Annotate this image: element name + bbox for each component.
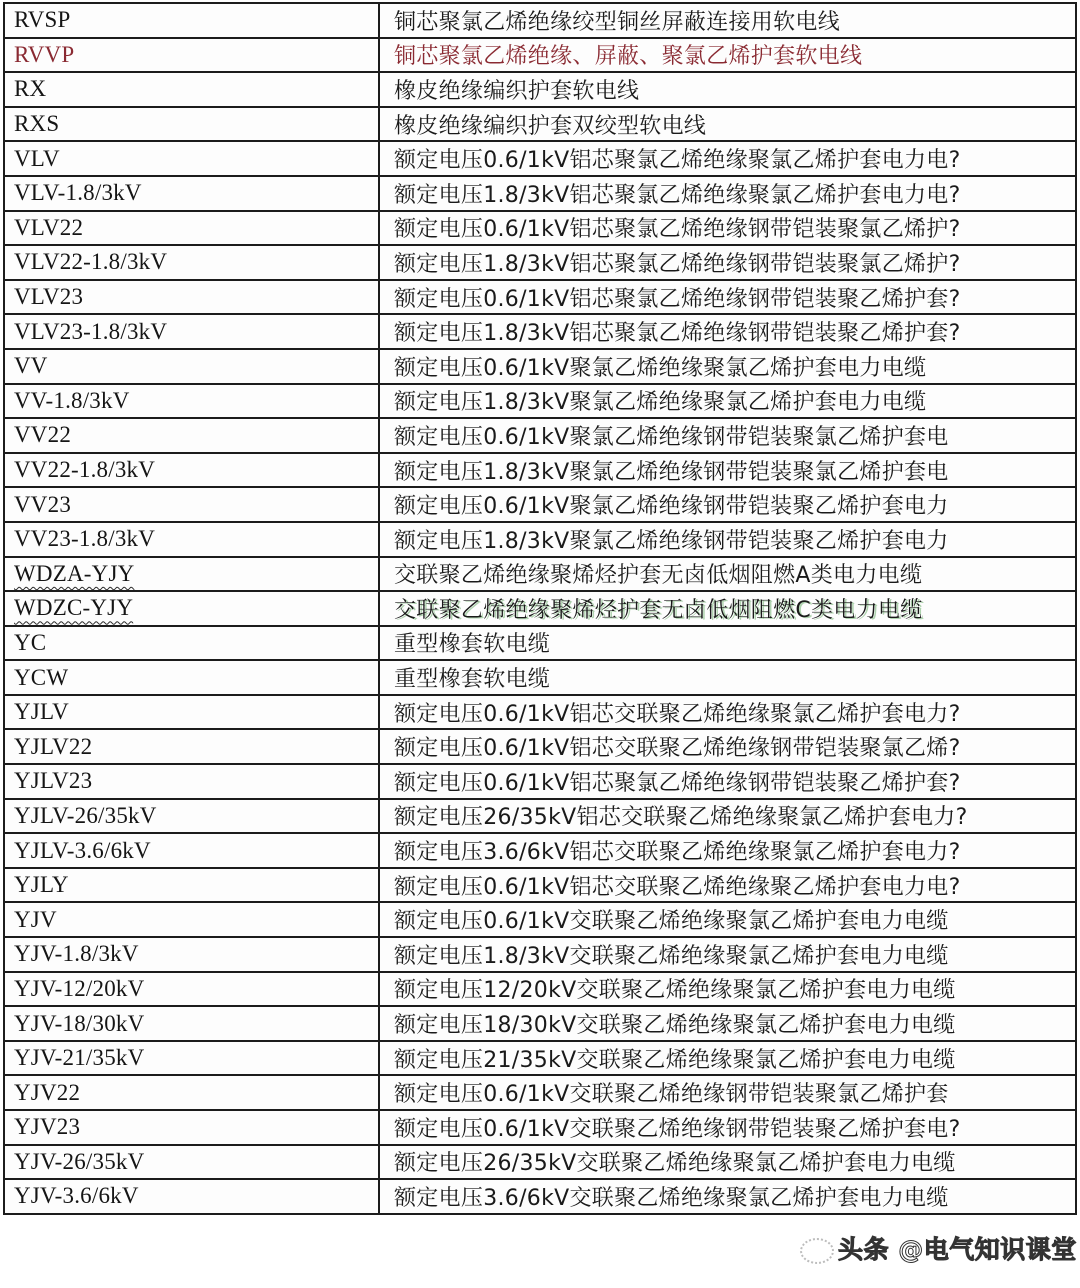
cell-model bbox=[4, 176, 379, 211]
model-description: 额定电压0.6/1kV铝芯聚氯乙烯绝缘钢带铠装聚氯乙烯护? bbox=[394, 217, 961, 243]
cell-model bbox=[4, 384, 379, 419]
model-description: 额定电压1.8/3kV铝芯聚氯乙烯绝缘钢带铠装聚乙烯护套? bbox=[394, 321, 961, 347]
model-code: VV-1.8/3kV bbox=[14, 387, 130, 413]
model-description: 额定电压0.6/1kV交联聚乙烯绝缘钢带铠装聚氯乙烯护套 bbox=[394, 1082, 949, 1108]
model-description: 额定电压0.6/1kV聚氯乙烯绝缘钢带铠装聚乙烯护套电力 bbox=[394, 494, 949, 520]
cell-model bbox=[4, 1179, 379, 1214]
table-row bbox=[4, 972, 1076, 1007]
model-code: VV23 bbox=[14, 491, 72, 517]
model-description: 交联聚乙烯绝缘聚烯烃护套无卤低烟阻燃A类电力电缆 bbox=[394, 563, 923, 589]
cell-model bbox=[4, 107, 379, 142]
table-row bbox=[4, 799, 1076, 834]
cell-model bbox=[4, 1145, 379, 1180]
model-code: VLV bbox=[14, 145, 60, 171]
cell-description bbox=[379, 280, 1076, 315]
table-row bbox=[4, 38, 1076, 73]
table-row bbox=[4, 3, 1076, 38]
model-description: 额定电压0.6/1kV铝芯聚氯乙烯绝缘聚氯乙烯护套电力电? bbox=[394, 148, 961, 174]
table-row bbox=[4, 1110, 1076, 1145]
model-code: RVVP bbox=[14, 41, 75, 67]
table-body bbox=[4, 3, 1076, 1214]
table-row bbox=[4, 141, 1076, 176]
model-description: 额定电压0.6/1kV聚氯乙烯绝缘聚氯乙烯护套电力电缆 bbox=[394, 355, 927, 381]
table-row bbox=[4, 557, 1076, 592]
model-description: 额定电压1.8/3kV铝芯聚氯乙烯绝缘聚氯乙烯护套电力电? bbox=[394, 182, 961, 208]
model-code: YJLV22 bbox=[14, 733, 93, 759]
cell-model bbox=[4, 937, 379, 972]
cell-description bbox=[379, 626, 1076, 661]
cell-description bbox=[379, 314, 1076, 349]
table-row bbox=[4, 72, 1076, 107]
cell-model bbox=[4, 1110, 379, 1145]
model-description: 橡皮绝缘编织护套软电线 bbox=[394, 78, 640, 104]
table-row bbox=[4, 349, 1076, 384]
table-row bbox=[4, 384, 1076, 419]
cell-model bbox=[4, 972, 379, 1007]
cell-model bbox=[4, 695, 379, 730]
cell-model bbox=[4, 799, 379, 834]
table-row bbox=[4, 1041, 1076, 1076]
cell-model bbox=[4, 211, 379, 246]
cell-model bbox=[4, 1041, 379, 1076]
cell-description bbox=[379, 245, 1076, 280]
cell-description bbox=[379, 141, 1076, 176]
cell-model bbox=[4, 833, 379, 868]
model-code: YJV-12/20kV bbox=[14, 975, 145, 1001]
cell-model bbox=[4, 141, 379, 176]
model-description: 额定电压1.8/3kV铝芯聚氯乙烯绝缘钢带铠装聚氯乙烯护? bbox=[394, 251, 961, 277]
model-description: 重型橡套软电缆 bbox=[394, 632, 551, 658]
table-row bbox=[4, 522, 1076, 557]
model-code: YJLV-26/35kV bbox=[14, 802, 157, 828]
cell-model bbox=[4, 72, 379, 107]
table-row bbox=[4, 245, 1076, 280]
model-code: VLV22 bbox=[14, 214, 84, 240]
model-description: 额定电压18/30kV交联聚乙烯绝缘聚氯乙烯护套电力电缆 bbox=[394, 1013, 956, 1039]
cell-description bbox=[379, 764, 1076, 799]
cell-model bbox=[4, 453, 379, 488]
watermark bbox=[800, 1230, 1077, 1266]
model-code: RXS bbox=[14, 111, 60, 137]
cell-description bbox=[379, 1145, 1076, 1180]
cell-model bbox=[4, 902, 379, 937]
model-code: VLV22-1.8/3kV bbox=[14, 249, 168, 275]
cell-description bbox=[379, 1041, 1076, 1076]
cell-model bbox=[4, 557, 379, 592]
table-row bbox=[4, 1075, 1076, 1110]
cell-description bbox=[379, 211, 1076, 246]
model-code: RVSP bbox=[14, 7, 71, 33]
model-code: VV22 bbox=[14, 422, 72, 448]
model-code: VV22-1.8/3kV bbox=[14, 457, 156, 483]
cell-model bbox=[4, 522, 379, 557]
cell-model bbox=[4, 868, 379, 903]
model-code: YJV-1.8/3kV bbox=[14, 941, 139, 967]
model-code: VLV23 bbox=[14, 284, 84, 310]
model-description: 额定电压0.6/1kV聚氯乙烯绝缘钢带铠装聚氯乙烯护套电 bbox=[394, 424, 949, 450]
cell-description bbox=[379, 1110, 1076, 1145]
table-row bbox=[4, 937, 1076, 972]
cell-description bbox=[379, 349, 1076, 384]
table-row bbox=[4, 695, 1076, 730]
model-code: VLV23-1.8/3kV bbox=[14, 318, 168, 344]
model-description: 额定电压0.6/1kV铝芯交联聚乙烯绝缘聚氯乙烯护套电力? bbox=[394, 701, 961, 727]
cable-model-table bbox=[3, 2, 1077, 1215]
model-description: 额定电压1.8/3kV聚氯乙烯绝缘钢带铠装聚乙烯护套电力 bbox=[394, 528, 949, 554]
table-row bbox=[4, 868, 1076, 903]
model-code: YJLV23 bbox=[14, 768, 93, 794]
cell-description bbox=[379, 557, 1076, 592]
table-row bbox=[4, 1145, 1076, 1180]
model-description: 额定电压3.6/6kV铝芯交联聚乙烯绝缘聚氯乙烯护套电力? bbox=[394, 840, 961, 866]
table-row bbox=[4, 107, 1076, 142]
model-code: VV bbox=[14, 353, 48, 379]
cell-description bbox=[379, 833, 1076, 868]
cell-model bbox=[4, 280, 379, 315]
model-description: 额定电压0.6/1kV铝芯交联聚乙烯绝缘钢带铠装聚氯乙烯? bbox=[394, 736, 961, 762]
table-row bbox=[4, 453, 1076, 488]
cell-description bbox=[379, 384, 1076, 419]
model-code: RX bbox=[14, 76, 47, 102]
cell-model bbox=[4, 245, 379, 280]
table-row bbox=[4, 591, 1076, 626]
chat-bubble-icon bbox=[800, 1238, 834, 1264]
cell-model bbox=[4, 660, 379, 695]
model-description: 额定电压0.6/1kV交联聚乙烯绝缘钢带铠装聚乙烯护套电? bbox=[394, 1116, 961, 1142]
cell-model bbox=[4, 1075, 379, 1110]
model-code: YJV-3.6/6kV bbox=[14, 1183, 139, 1209]
cell-description bbox=[379, 591, 1076, 626]
cell-description bbox=[379, 1075, 1076, 1110]
model-description: 额定电压21/35kV交联聚乙烯绝缘聚氯乙烯护套电力电缆 bbox=[394, 1047, 956, 1073]
cell-description bbox=[379, 902, 1076, 937]
table-row bbox=[4, 902, 1076, 937]
model-description: 额定电压1.8/3kV聚氯乙烯绝缘钢带铠装聚氯乙烯护套电 bbox=[394, 459, 949, 485]
model-code: VV23-1.8/3kV bbox=[14, 526, 156, 552]
cell-description bbox=[379, 868, 1076, 903]
table-row bbox=[4, 280, 1076, 315]
model-description: 额定电压12/20kV交联聚乙烯绝缘聚氯乙烯护套电力电缆 bbox=[394, 978, 956, 1004]
cell-description bbox=[379, 729, 1076, 764]
cell-description bbox=[379, 38, 1076, 73]
cell-description bbox=[379, 660, 1076, 695]
cell-description bbox=[379, 107, 1076, 142]
model-code: YCW bbox=[14, 664, 69, 690]
model-code: YJLY bbox=[14, 872, 69, 898]
cell-description bbox=[379, 176, 1076, 211]
model-description: 额定电压1.8/3kV交联聚乙烯绝缘聚氯乙烯护套电力电缆 bbox=[394, 943, 949, 969]
model-code: YJV bbox=[14, 906, 57, 932]
model-code: YJV23 bbox=[14, 1114, 81, 1140]
model-code: YJV-26/35kV bbox=[14, 1148, 145, 1174]
table-row bbox=[4, 211, 1076, 246]
cell-model bbox=[4, 591, 379, 626]
table-row bbox=[4, 418, 1076, 453]
model-description: 铜芯聚氯乙烯绝缘绞型铜丝屏蔽连接用软电线 bbox=[394, 9, 841, 35]
cell-model bbox=[4, 1006, 379, 1041]
model-description: 额定电压1.8/3kV聚氯乙烯绝缘聚氯乙烯护套电力电缆 bbox=[394, 390, 927, 416]
watermark-text: 头条 @电气知识课堂 bbox=[838, 1235, 1077, 1264]
cell-description bbox=[379, 799, 1076, 834]
table-row bbox=[4, 314, 1076, 349]
model-description: 额定电压0.6/1kV铝芯聚氯乙烯绝缘钢带铠装聚乙烯护套? bbox=[394, 286, 961, 312]
table-row bbox=[4, 1179, 1076, 1214]
model-description: 交联聚乙烯绝缘聚烯烃护套无卤低烟阻燃C类电力电缆 bbox=[394, 597, 923, 623]
model-description: 重型橡套软电缆 bbox=[394, 667, 551, 693]
cell-description bbox=[379, 522, 1076, 557]
cell-description bbox=[379, 418, 1076, 453]
model-code: YJLV bbox=[14, 699, 69, 725]
model-description: 额定电压26/35kV交联聚乙烯绝缘聚氯乙烯护套电力电缆 bbox=[394, 1151, 956, 1177]
model-description: 额定电压0.6/1kV交联聚乙烯绝缘聚氯乙烯护套电力电缆 bbox=[394, 909, 949, 935]
model-code: YJV-21/35kV bbox=[14, 1045, 145, 1071]
model-description: 额定电压3.6/6kV交联聚乙烯绝缘聚氯乙烯护套电力电缆 bbox=[394, 1185, 949, 1211]
model-code: YJV22 bbox=[14, 1079, 81, 1105]
cell-description bbox=[379, 1006, 1076, 1041]
cell-model bbox=[4, 626, 379, 661]
table-row bbox=[4, 660, 1076, 695]
cell-description bbox=[379, 453, 1076, 488]
cell-model bbox=[4, 487, 379, 522]
table-row bbox=[4, 764, 1076, 799]
table-row bbox=[4, 626, 1076, 661]
cell-description bbox=[379, 695, 1076, 730]
model-code: YJV-18/30kV bbox=[14, 1010, 145, 1036]
cell-description bbox=[379, 972, 1076, 1007]
table-row bbox=[4, 833, 1076, 868]
table-row bbox=[4, 729, 1076, 764]
table-row bbox=[4, 1006, 1076, 1041]
cell-model bbox=[4, 3, 379, 38]
cell-model bbox=[4, 38, 379, 73]
model-code: WDZC-YJY bbox=[14, 595, 134, 621]
cell-description bbox=[379, 72, 1076, 107]
cell-model bbox=[4, 418, 379, 453]
model-code: YJLV-3.6/6kV bbox=[14, 837, 151, 863]
cell-model bbox=[4, 764, 379, 799]
table-row bbox=[4, 487, 1076, 522]
cell-model bbox=[4, 314, 379, 349]
model-code: WDZA-YJY bbox=[14, 560, 135, 586]
model-description: 额定电压0.6/1kV铝芯交联聚乙烯绝缘聚乙烯护套电力电? bbox=[394, 874, 961, 900]
cell-description bbox=[379, 1179, 1076, 1214]
cell-model bbox=[4, 729, 379, 764]
cell-description bbox=[379, 937, 1076, 972]
model-description: 铜芯聚氯乙烯绝缘、屏蔽、聚氯乙烯护套软电线 bbox=[394, 44, 863, 70]
cell-description bbox=[379, 3, 1076, 38]
cell-model bbox=[4, 349, 379, 384]
model-description: 额定电压0.6/1kV铝芯聚氯乙烯绝缘钢带铠装聚乙烯护套? bbox=[394, 770, 961, 796]
model-description: 橡皮绝缘编织护套双绞型软电线 bbox=[394, 113, 707, 139]
model-description: 额定电压26/35kV铝芯交联聚乙烯绝缘聚氯乙烯护套电力? bbox=[394, 805, 968, 831]
cell-description bbox=[379, 487, 1076, 522]
model-code: YC bbox=[14, 629, 47, 655]
model-code: VLV-1.8/3kV bbox=[14, 180, 142, 206]
table-row bbox=[4, 176, 1076, 211]
